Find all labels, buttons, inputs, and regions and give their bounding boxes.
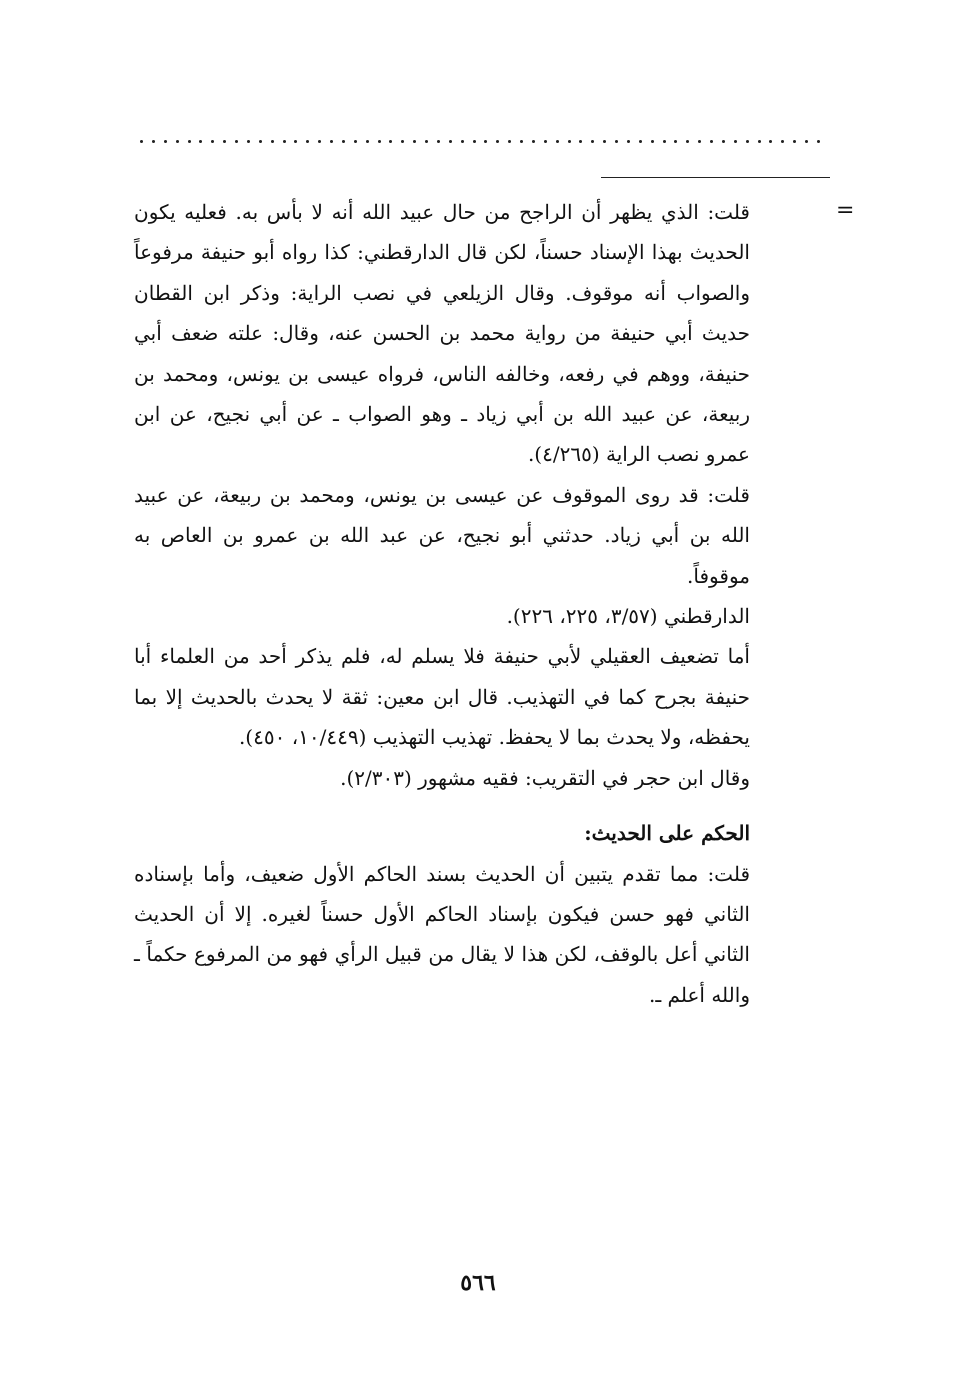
separator-dot: [556, 140, 559, 143]
separator-dot: [306, 140, 309, 143]
separator-dot: [769, 140, 772, 143]
separator-dot: [698, 140, 701, 143]
separator-dot: [366, 140, 369, 143]
separator-dot: [805, 140, 808, 143]
separator-dot: [734, 140, 737, 143]
paragraph-5: وقال ابن حجر في التقريب: فقيه مشهور (٢/٣٠٣).: [340, 765, 750, 790]
separator-dot: [389, 140, 392, 143]
separator-dot: [591, 140, 594, 143]
separator-dot: [199, 140, 202, 143]
separator-dot: [283, 140, 286, 143]
separator-dot: [686, 140, 689, 143]
separator-dot: [259, 140, 262, 143]
separator-dot: [140, 140, 143, 143]
separator-dot: [484, 140, 487, 143]
separator-dot: [781, 140, 784, 143]
separator-dot: [473, 140, 476, 143]
separator-dot: [496, 140, 499, 143]
separator-dot: [579, 140, 582, 143]
separator-dot: [271, 140, 274, 143]
separator-dot: [188, 140, 191, 143]
separator-dot: [318, 140, 321, 143]
separator-dot: [401, 140, 404, 143]
separator-dot: [532, 140, 535, 143]
separator-dot: [603, 140, 606, 143]
separator-dot: [211, 140, 214, 143]
separator-dot: [817, 140, 820, 143]
separator-dot: [294, 140, 297, 143]
separator-dot: [746, 140, 749, 143]
paragraph-6: قلت: مما تقدم يتبين أن الحديث بسند الحاكم الأول ضعيف، وأما بإسناده الثاني فهو حسن فيكون بإسناد الحاكم الأول حسناً لغيره. إلا أن الحديث الثاني أعل بالوقف، لكن هذا لا يقال من قبيل الرأي فهو من المرفوع حكماً ـ والله أعلم ـ.: [134, 861, 750, 1007]
separator-dot: [627, 140, 630, 143]
page-number: ٥٦٦: [460, 1270, 496, 1296]
separator-dot: [247, 140, 250, 143]
separator-dot: [413, 140, 416, 143]
separator-dot: [758, 140, 761, 143]
separator-dot: [520, 140, 523, 143]
separator-dot: [461, 140, 464, 143]
separator-dot: [164, 140, 167, 143]
paragraph-3: الدارقطني (٣/٥٧، ٢٢٥، ٢٢٦).: [506, 604, 750, 629]
separator-dot: [342, 140, 345, 143]
paragraph-4: أما تضعيف العقيلي لأبي حنيفة فلا يسلم له، فلم يذكر أحد من العلماء أبا حنيفة بجرح كما في التهذيب. قال ابن معين: ثقة لا يحدث بالحديث إلا بما يحفظه، ولا يحدث بما لا يحفظ. تهذيب التهذيب (١٠/٤٤٩، ٤٥٠).: [134, 644, 750, 750]
paragraph-1: قلت: الذي يظهر أن الراجح من حال عبيد الله أنه لا بأس به. فعليه يكون الحديث بهذا الإسناد حسناً، لكن قال الدارقطني: كذا رواه أبو حنيفة مرفوعاً والصواب أنه موقوف. وقال الزيلعي في نصب الراية: وذكر ابن القطان حديث أبي حنيفة من رواية محمد بن الحسن عنه، وقال: علته ضعف أبي حنيفة، ووهم في رفعه، وخالفه الناس، فرواه عيسى بن يونس، ومحمد بن ربيعة، عن عبيد الله بن أبي زياد ـ وهو الصواب ـ عن أبي نجيح، عن ابن عمرو نصب الراية (٤/٢٦٥).: [134, 200, 750, 467]
separator-dot: [674, 140, 677, 143]
separator-dot: [425, 140, 428, 143]
separator-dot: [568, 140, 571, 143]
separator-dot: [152, 140, 155, 143]
separator-dot: [437, 140, 440, 143]
separator-dot: [615, 140, 618, 143]
separator-dot: [544, 140, 547, 143]
separator-dot: [508, 140, 511, 143]
separator-dot: [378, 140, 381, 143]
separator-dot: [223, 140, 226, 143]
separator-dot: [710, 140, 713, 143]
footnote-body: [134, 192, 750, 1015]
separator-dot: [639, 140, 642, 143]
separator-dot: [449, 140, 452, 143]
separator-dot: [330, 140, 333, 143]
separator-dot: [651, 140, 654, 143]
separator-dot: [354, 140, 357, 143]
separator-dot: [176, 140, 179, 143]
continuation-mark: =: [836, 198, 855, 223]
separator-dot: [663, 140, 666, 143]
section-heading: الحكم على الحديث:: [584, 821, 750, 846]
dotted-separator: [140, 126, 820, 156]
footnote-rule: [601, 177, 830, 178]
separator-dot: [722, 140, 725, 143]
separator-dot: [793, 140, 796, 143]
separator-dot: [235, 140, 238, 143]
paragraph-2: قلت: قد روى الموقوف عن عيسى بن يونس، ومحمد بن ربيعة، عن عبيد الله بن أبي زياد. حدثني أبو نجيح، عن عبد الله بن عمرو بن العاص به موقوفاً.: [134, 482, 750, 588]
